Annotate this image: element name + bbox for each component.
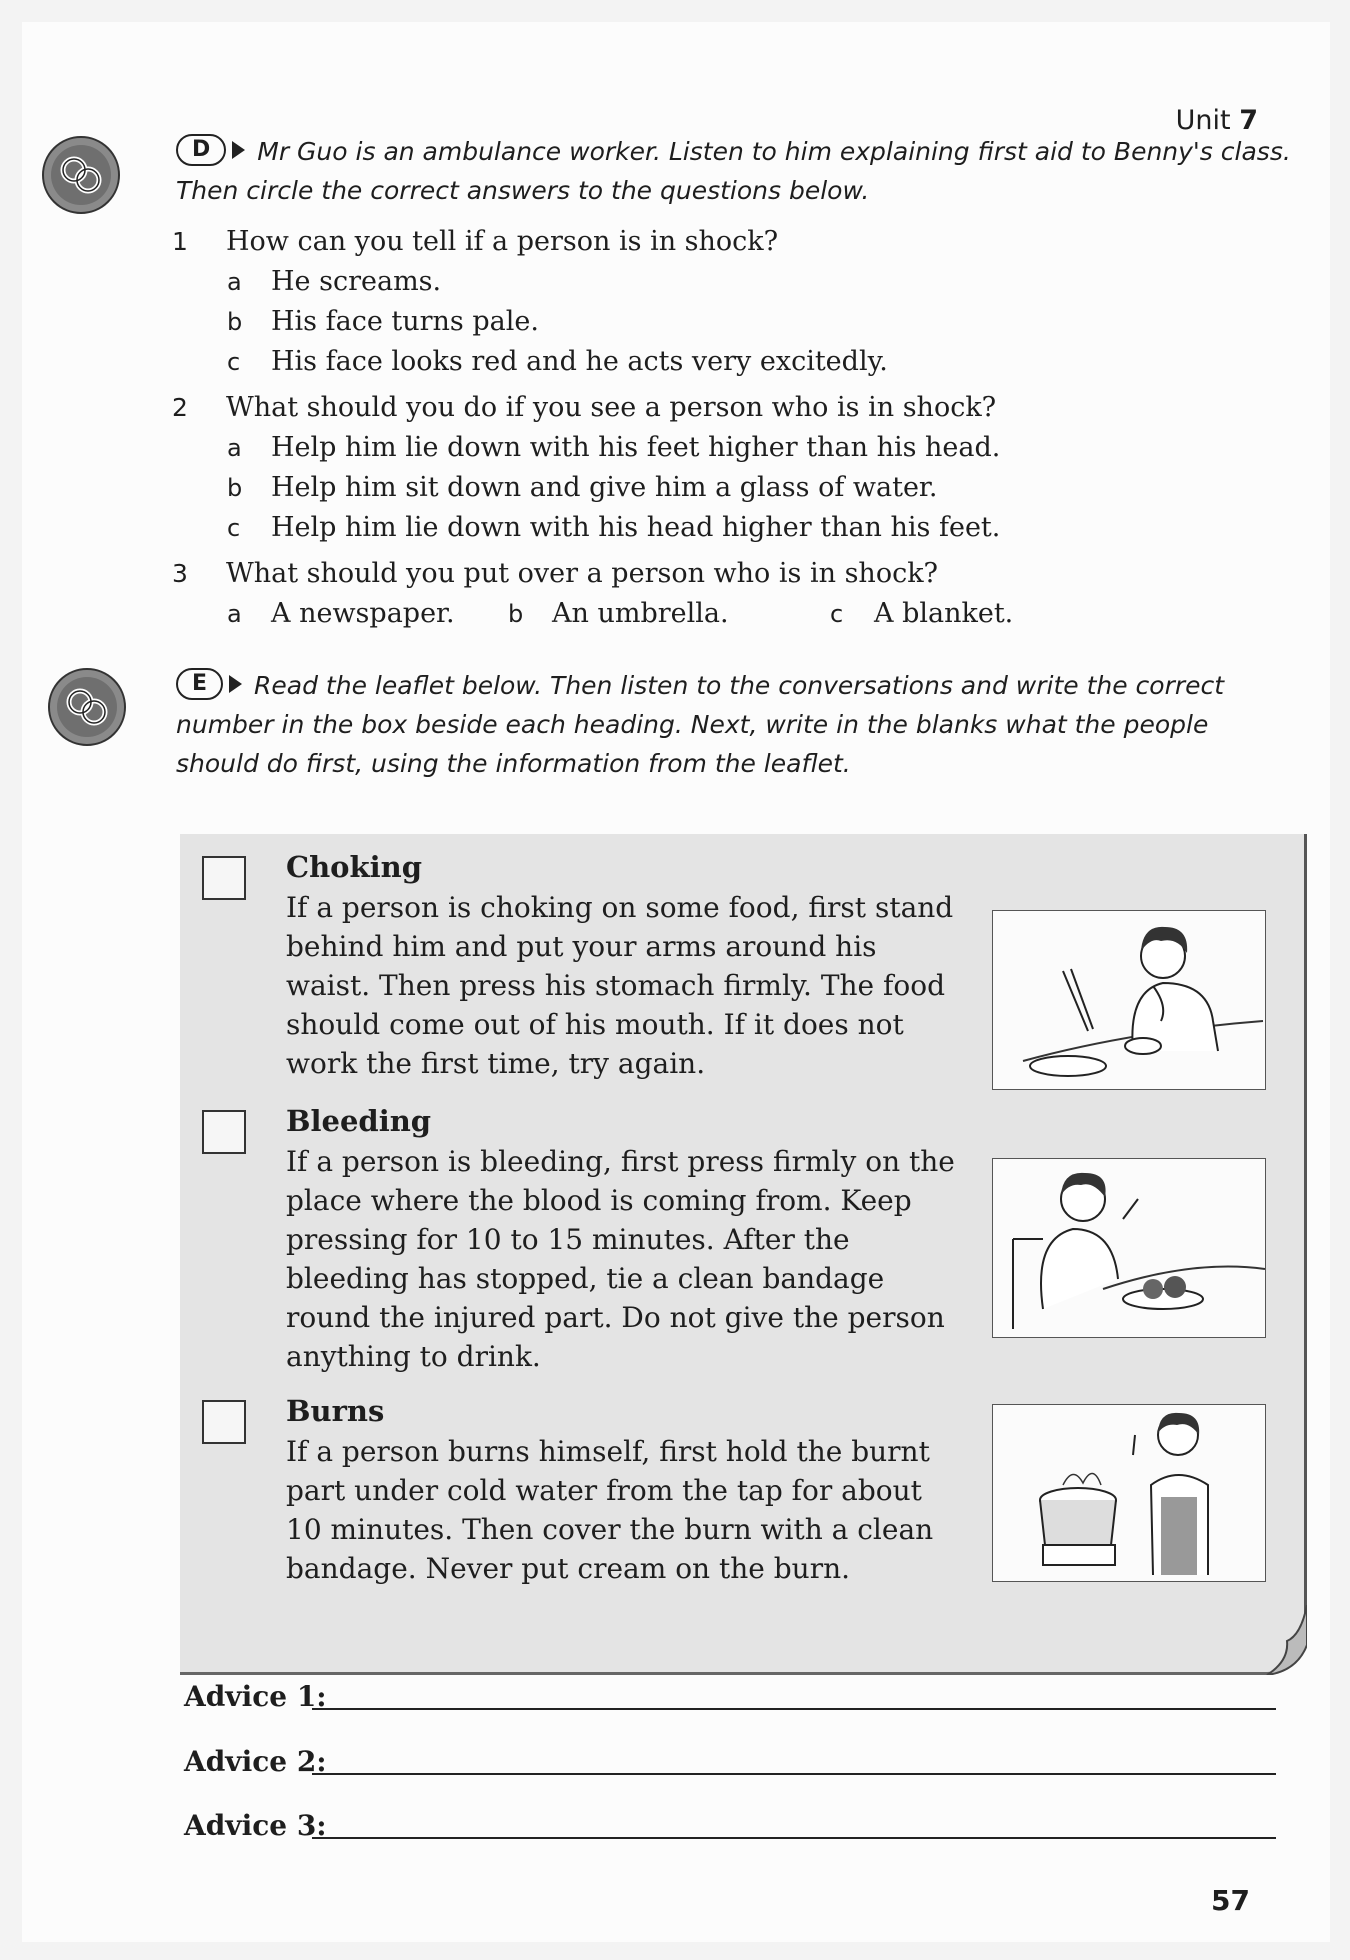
option-1c[interactable]: c His face looks red and he acts very excitedly.	[227, 346, 888, 377]
option-3a[interactable]: a A newspaper.	[227, 598, 455, 629]
choking-illustration	[992, 910, 1266, 1090]
workbook-page	[22, 22, 1330, 1942]
question-1: 1 How can you tell if a person is in shock?	[172, 226, 779, 257]
unit-number: 7	[1239, 105, 1258, 136]
play-icon	[232, 141, 245, 159]
play-icon	[229, 675, 242, 693]
bleeding-illustration	[992, 1158, 1266, 1338]
section-body: If a person burns himself, first hold the burnt part under cold water from the tap for about 10 minutes. Then cover the burn with a clean bandage. Never put cream on the burn.	[286, 1435, 934, 1585]
question-3: 3 What should you put over a person who is in shock?	[172, 558, 939, 589]
page-curl	[1227, 1605, 1307, 1675]
section-heading: Bleeding	[286, 1104, 432, 1138]
section-heading: Burns	[286, 1394, 385, 1428]
question-2: 2 What should you do if you see a person who is in shock?	[172, 392, 997, 423]
advice-1-field[interactable]	[312, 1708, 1276, 1710]
section-body: If a person is choking on some food, first stand behind him and put your arms around his waist. Then press his stomach firmly. The food should come out of his mouth. If it does not work the first time, try again.	[286, 891, 954, 1080]
advice-3-field[interactable]	[312, 1837, 1276, 1839]
section-body: If a person is bleeding, first press firmly on the place where the blood is coming from. Keep pressing for 10 to 15 minutes. After the bleeding has stopped, tie a clean bandage round the injured part. Do not give the person anything to drink.	[286, 1145, 955, 1373]
answer-box-bleeding[interactable]	[202, 1110, 246, 1154]
exercise-e-instruction: E Read the leaflet below. Then listen to the conversations and write the correct number in the box beside each heading. Next, write in the blanks what the people should do first, using the information from the leaflet.	[176, 666, 1296, 783]
burns-illustration	[992, 1404, 1266, 1582]
answer-box-burns[interactable]	[202, 1400, 246, 1444]
advice-label-3: Advice 3:	[184, 1809, 327, 1842]
answer-box-choking[interactable]	[202, 856, 246, 900]
option-3c[interactable]: c A blanket.	[830, 598, 1014, 629]
option-3b[interactable]: b An umbrella.	[508, 598, 729, 629]
first-aid-leaflet	[180, 834, 1307, 1675]
advice-label-1: Advice 1:	[184, 1680, 327, 1713]
option-1a[interactable]: a He screams.	[227, 266, 442, 297]
option-2b[interactable]: b Help him sit down and give him a glass of water.	[227, 472, 938, 503]
audio-cd-icon[interactable]	[46, 666, 128, 748]
advice-label-2: Advice 2:	[184, 1745, 327, 1778]
option-1b[interactable]: b His face turns pale.	[227, 306, 539, 337]
option-2a[interactable]: a Help him lie down with his feet higher than his head.	[227, 432, 1001, 463]
exercise-d-tag: D	[176, 134, 245, 166]
option-2c[interactable]: c Help him lie down with his head higher than his feet.	[227, 512, 1001, 543]
exercise-e-tag: E	[176, 668, 242, 700]
advice-2-field[interactable]	[312, 1773, 1276, 1775]
unit-label: Unit	[1175, 105, 1231, 136]
exercise-d-instruction: D Mr Guo is an ambulance worker. Listen to him explaining first aid to Benny's class. Then circle the correct answers to the questions below.	[176, 132, 1296, 210]
section-heading: Choking	[286, 850, 422, 884]
audio-cd-icon[interactable]	[40, 134, 122, 216]
page-number: 57	[1211, 1884, 1250, 1917]
